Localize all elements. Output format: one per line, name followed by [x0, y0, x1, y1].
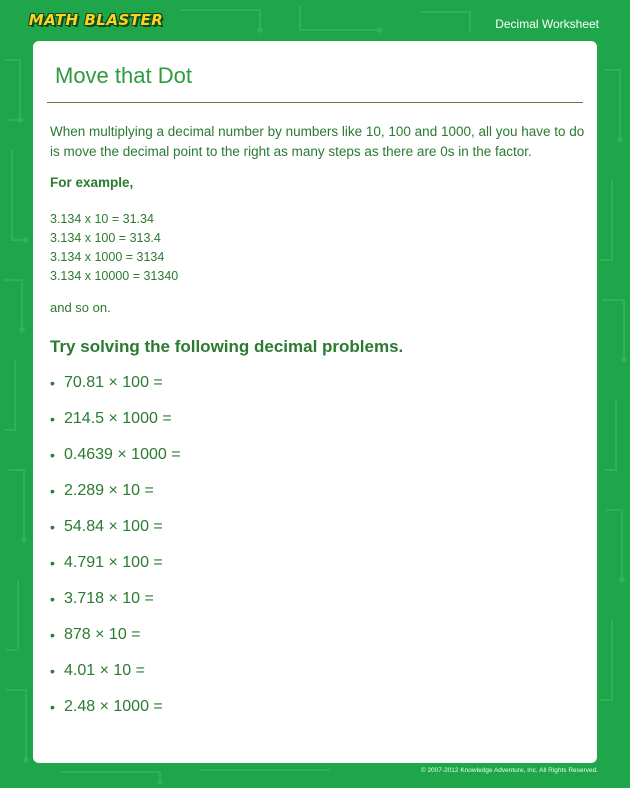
page-title: Move that Dot — [55, 63, 192, 88]
problem-item — [50, 443, 181, 479]
example-heading: For example, — [50, 175, 134, 190]
bullet-icon: • — [50, 699, 55, 715]
problem-item — [50, 371, 181, 407]
and-so-on-text: and so on. — [50, 300, 111, 315]
bullet-icon: • — [50, 663, 55, 679]
copyright-text: © 2007-2012 Knowledge Adventure, Inc. All Rights Reserved. — [420, 767, 598, 774]
bullet-icon: • — [50, 519, 55, 535]
worksheet-label: Decimal Worksheet — [495, 17, 599, 31]
bullet-icon: • — [50, 411, 55, 427]
problem-item — [50, 551, 181, 587]
problem-item — [50, 479, 181, 515]
problem-item — [50, 623, 181, 659]
problem-text: 2.48 × 1000 = — [64, 698, 163, 715]
example-line: 3.134 x 10000 = 31340 — [50, 269, 179, 283]
bullet-icon: • — [50, 591, 55, 607]
bullet-icon: • — [50, 447, 55, 463]
example-list — [50, 210, 178, 286]
problem-item — [50, 695, 181, 731]
problem-item — [50, 407, 181, 443]
problem-text: 70.81 × 100 = — [64, 374, 163, 391]
example-line: 3.134 x 1000 = 3134 — [50, 250, 165, 264]
problems-heading: Try solving the following decimal problems. — [50, 337, 404, 356]
problem-text: 214.5 × 1000 = — [64, 410, 172, 427]
intro-paragraph: When multiplying a decimal number by numbers like 10, 100 and 1000, all you have to do is move the decimal point to the right as many steps as there are 0s in the factor. — [50, 124, 585, 159]
problem-text: 3.718 × 10 = — [64, 590, 154, 607]
problem-item — [50, 515, 181, 551]
problem-text: 0.4639 × 1000 = — [64, 446, 181, 463]
bullet-icon: • — [50, 555, 55, 571]
bullet-icon: • — [50, 483, 55, 499]
problem-item — [50, 659, 181, 695]
example-line: 3.134 x 10 = 31.34 — [50, 212, 154, 226]
problem-text: 54.84 × 100 = — [64, 518, 163, 535]
problem-list — [50, 371, 181, 731]
problem-text: 878 × 10 = — [64, 626, 141, 643]
math-blaster-logo: MATH BLASTER — [28, 11, 164, 29]
problem-text: 4.791 × 100 = — [64, 554, 163, 571]
bullet-icon: • — [50, 627, 55, 643]
title-divider — [47, 102, 583, 103]
example-line: 3.134 x 100 = 313.4 — [50, 231, 161, 245]
problem-text: 4.01 × 10 = — [64, 662, 145, 679]
worksheet-card — [33, 41, 597, 763]
problem-item — [50, 587, 181, 623]
problem-text: 2.289 × 10 = — [64, 482, 154, 499]
bullet-icon: • — [50, 375, 55, 391]
